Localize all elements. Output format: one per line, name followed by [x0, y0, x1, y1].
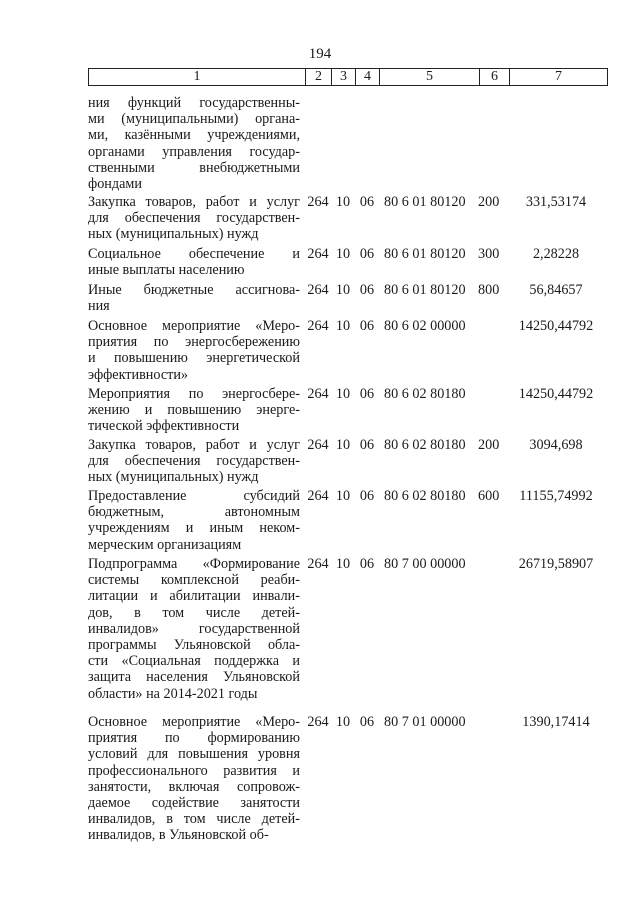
page-number: 194: [308, 46, 332, 62]
row-description: [88, 246, 300, 278]
description-line: сти «Социальная поддержка и: [88, 653, 300, 670]
cell-code-target: 80 6 01 80120: [384, 282, 466, 298]
cell-code-section: 10: [335, 194, 351, 210]
cell-code-section: 10: [335, 488, 351, 504]
cell-code-expense: 200: [478, 194, 500, 210]
cell-amount: 14250,44792: [518, 386, 594, 402]
description-line: ми, казёнными учреждениями,: [88, 127, 300, 144]
description-line: эффективности»: [88, 366, 189, 383]
description-line: фондами: [88, 176, 142, 193]
description-line: ния: [88, 298, 110, 315]
budget-table: [88, 68, 608, 844]
cell-code-ministry: 264: [307, 318, 329, 334]
row-description: [88, 437, 300, 486]
description-line: ми (муниципальными) органа-: [88, 111, 300, 128]
row-description: [88, 282, 300, 314]
cell-amount: 2,28228: [532, 246, 580, 262]
description-line: иные выплаты населению: [88, 262, 245, 279]
description-line: условий для повышения уровня: [88, 746, 300, 763]
description-line: тической эффективности: [88, 418, 240, 435]
cell-code-subsection: 06: [359, 437, 375, 453]
row-description: [88, 194, 300, 243]
description-line: Подпрограмма «Формирование: [88, 556, 300, 572]
cell-code-target: 80 6 01 80120: [384, 194, 466, 210]
cell-code-section: 10: [335, 282, 351, 298]
header-col-2: 2: [306, 69, 332, 85]
row-description: [88, 95, 300, 192]
description-line: литации и абилитации инвали-: [88, 588, 300, 605]
description-line: Иные бюджетные ассигнова-: [88, 282, 300, 298]
header-col-5: 5: [380, 69, 480, 85]
description-line: Предоставление субсидий: [88, 488, 300, 504]
cell-amount: 56,84657: [529, 282, 583, 298]
description-line: органами управления государ-: [88, 143, 300, 160]
cell-code-ministry: 264: [307, 714, 329, 730]
cell-code-expense: 300: [478, 246, 500, 262]
description-line: инвалидов, в Ульяновской об-: [88, 827, 269, 844]
cell-amount: 3094,698: [529, 437, 583, 453]
cell-code-subsection: 06: [359, 194, 375, 210]
header-col-1: 1: [89, 69, 306, 85]
description-line: ния функций государственны-: [88, 95, 300, 111]
description-line: ных (муниципальных) нужд: [88, 469, 259, 486]
row-description: [88, 386, 300, 435]
description-line: жению и повышению энерге-: [88, 402, 300, 419]
description-line: учреждениям и иным неком-: [88, 520, 300, 537]
cell-code-subsection: 06: [359, 556, 375, 572]
cell-code-expense: 800: [478, 282, 500, 298]
cell-code-ministry: 264: [307, 488, 329, 504]
row-description: [88, 318, 300, 383]
description-line: программы Ульяновской обла-: [88, 637, 300, 654]
row-description: [88, 488, 300, 553]
cell-amount: 14250,44792: [518, 318, 594, 334]
cell-code-expense: 600: [478, 488, 500, 504]
header-col-4: 4: [356, 69, 380, 85]
header-col-7: 7: [555, 69, 562, 84]
description-line: даемое содействие занятости: [88, 795, 300, 812]
cell-code-expense: 200: [478, 437, 500, 453]
description-line: Закупка товаров, работ и услуг: [88, 194, 300, 210]
cell-code-section: 10: [335, 714, 351, 730]
description-line: Социальное обеспечение и: [88, 246, 300, 262]
description-line: занятости, включая сопровож-: [88, 778, 300, 795]
cell-code-ministry: 264: [307, 282, 329, 298]
description-line: инвалидов, в том числе детей-: [88, 811, 300, 828]
description-line: дов, в том числе детей-: [88, 604, 300, 621]
description-line: для обеспечения государствен-: [88, 453, 300, 470]
description-line: приятия по формированию: [88, 730, 300, 747]
cell-code-target: 80 6 02 80180: [384, 437, 466, 453]
cell-code-target: 80 6 02 00000: [384, 318, 466, 334]
description-line: Мероприятия по энергосбере-: [88, 386, 300, 402]
cell-amount: 331,53174: [525, 194, 587, 210]
description-line: приятия по энергосбережению: [88, 334, 300, 351]
header-col-3: 3: [332, 69, 356, 85]
cell-code-section: 10: [335, 246, 351, 262]
cell-code-target: 80 6 02 80180: [384, 488, 466, 504]
cell-code-section: 10: [335, 318, 351, 334]
description-line: для обеспечения государствен-: [88, 210, 300, 227]
cell-code-ministry: 264: [307, 386, 329, 402]
cell-code-ministry: 264: [307, 194, 329, 210]
description-line: профессионального развития и: [88, 762, 300, 779]
cell-amount: 26719,58907: [518, 556, 594, 572]
cell-code-section: 10: [335, 556, 351, 572]
description-line: бюджетным, автономным: [88, 504, 300, 521]
cell-code-target: 80 7 01 00000: [384, 714, 466, 730]
row-description: [88, 714, 300, 844]
description-line: Основное мероприятие «Меро-: [88, 714, 300, 730]
cell-amount: 11155,74992: [519, 488, 593, 504]
table-header: [88, 68, 608, 86]
cell-code-ministry: 264: [307, 556, 329, 572]
description-line: Закупка товаров, работ и услуг: [88, 437, 300, 453]
description-line: мерческим организациям: [88, 536, 242, 553]
description-line: Основное мероприятие «Меро-: [88, 318, 300, 334]
cell-code-section: 10: [335, 386, 351, 402]
cell-code-subsection: 06: [359, 386, 375, 402]
cell-code-section: 10: [335, 437, 351, 453]
cell-code-ministry: 264: [307, 246, 329, 262]
cell-code-target: 80 7 00 00000: [384, 556, 466, 572]
cell-code-subsection: 06: [359, 246, 375, 262]
row-description: [88, 556, 300, 702]
cell-code-target: 80 6 01 80120: [384, 246, 466, 262]
description-line: ных (муниципальных) нужд: [88, 226, 259, 243]
cell-code-subsection: 06: [359, 714, 375, 730]
header-col-6: 6: [480, 69, 510, 85]
description-line: системы комплексной реаби-: [88, 572, 300, 589]
description-line: области» на 2014-2021 годы: [88, 685, 258, 702]
description-line: и повышению энергетической: [88, 350, 300, 367]
cell-code-target: 80 6 02 80180: [384, 386, 466, 402]
description-line: ственными внебюджетными: [88, 159, 300, 176]
description-line: защита населения Ульяновской: [88, 669, 300, 686]
description-line: инвалидов» государственной: [88, 620, 300, 637]
cell-amount: 1390,17414: [522, 714, 590, 730]
cell-code-subsection: 06: [359, 282, 375, 298]
cell-code-subsection: 06: [359, 488, 375, 504]
cell-code-ministry: 264: [307, 437, 329, 453]
cell-code-subsection: 06: [359, 318, 375, 334]
